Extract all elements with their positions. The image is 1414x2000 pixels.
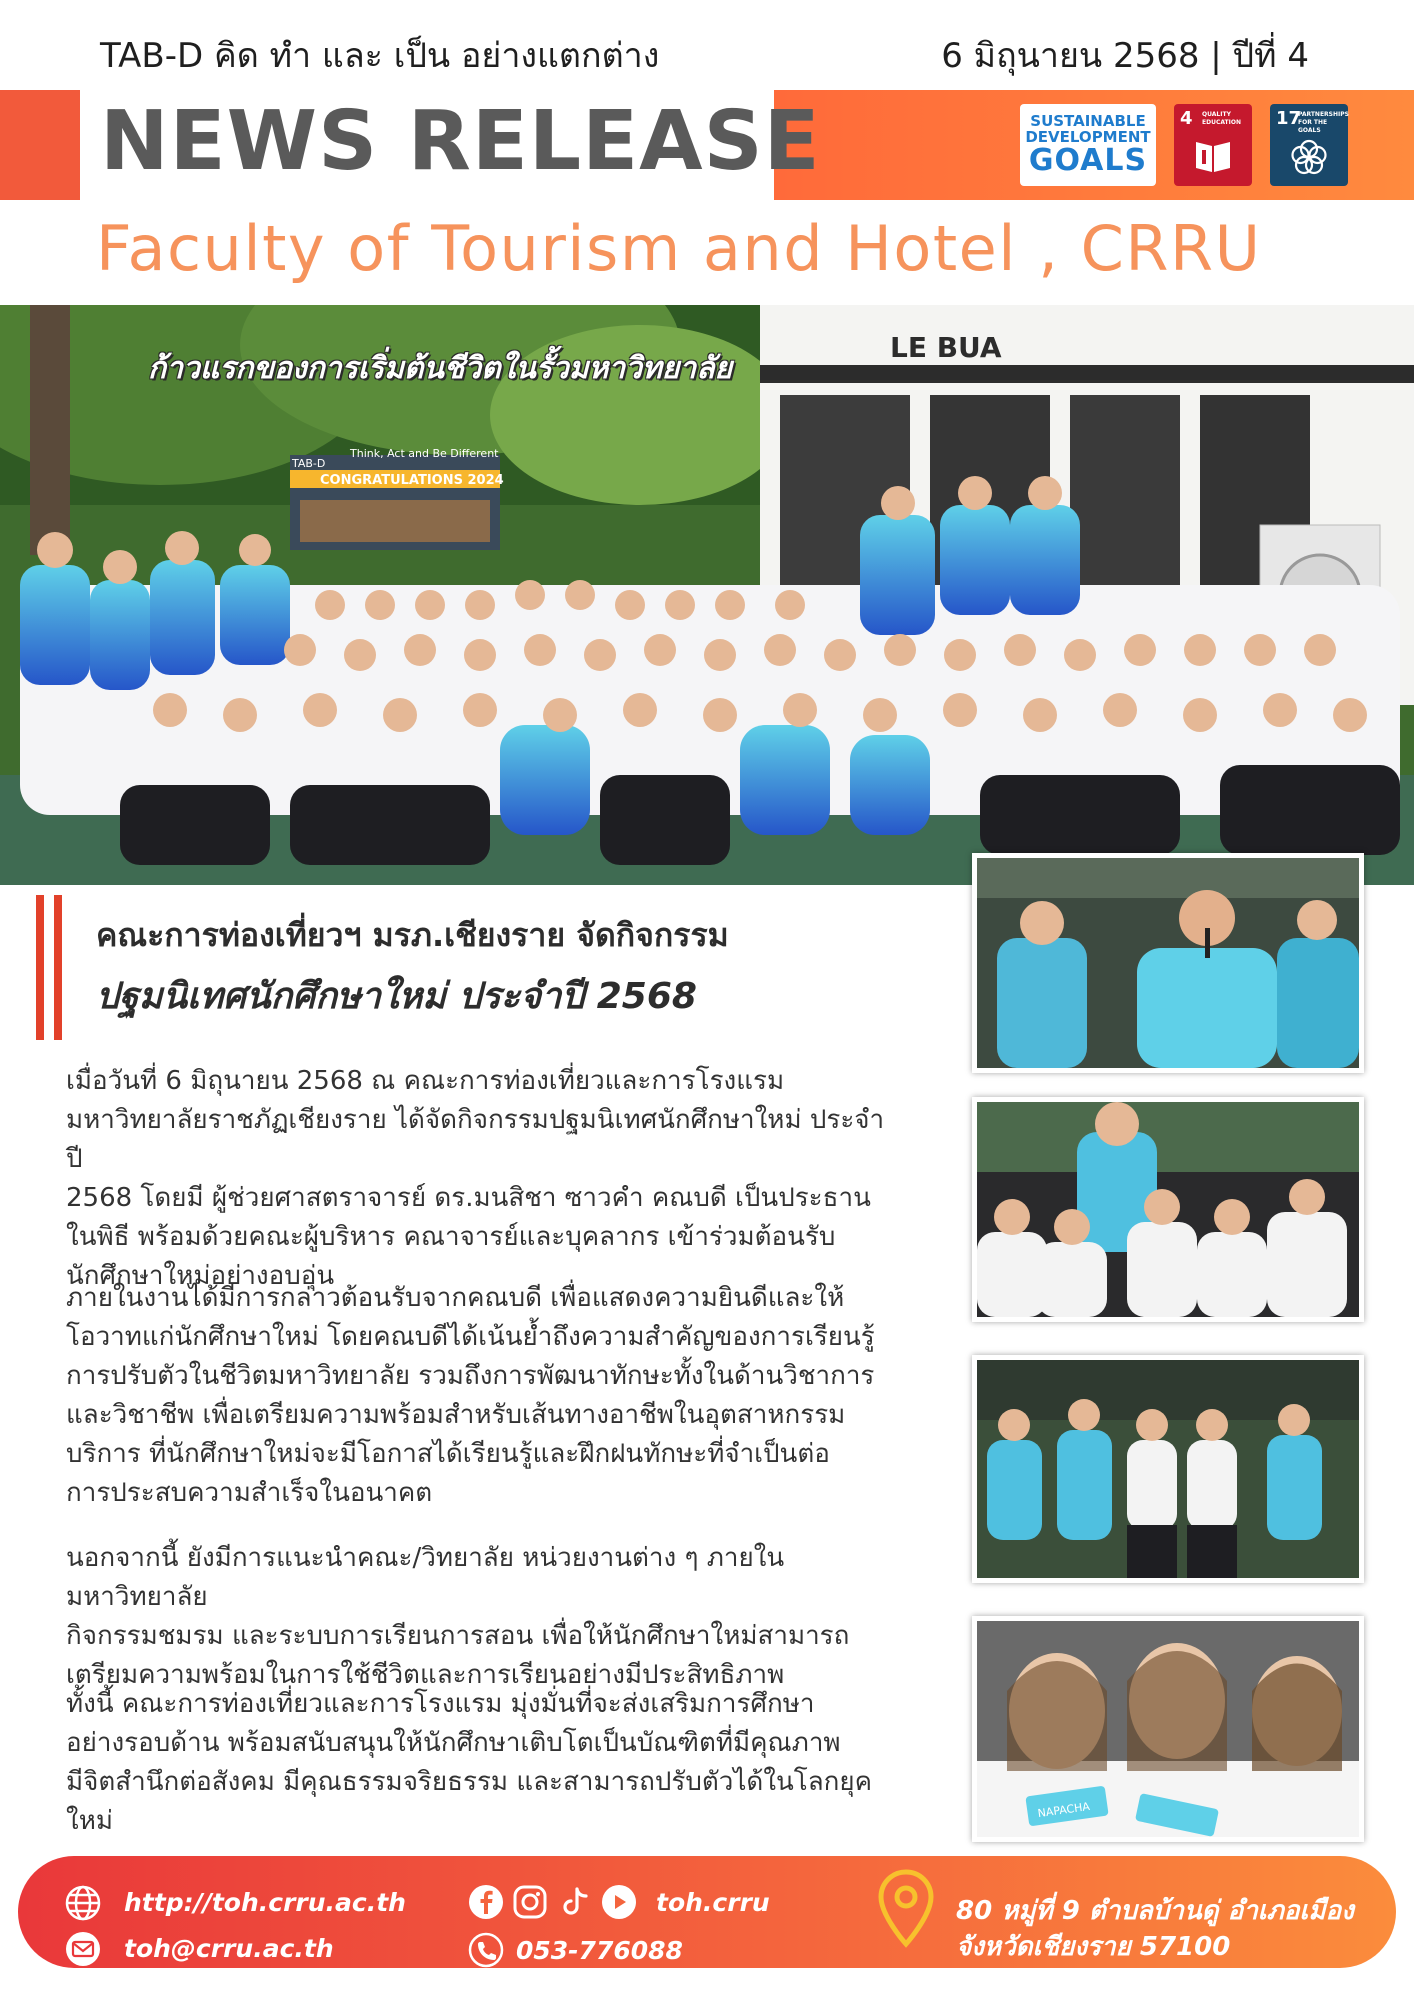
- headline-line2: ปฐมนิเทศนักศึกษาใหม่ ประจำปี 2568: [96, 976, 697, 1017]
- article-line: ทั้งนี้ คณะการท่องเที่ยวและการโรงแรม มุ่งมั่นที่จะส่งเสริมการศึกษา: [66, 1689, 815, 1719]
- article-line: กิจกรรมชมรม และระบบการเรียนการสอน เพื่อให้นักศึกษาใหม่สามารถ: [66, 1621, 850, 1651]
- side-photo-4: [972, 1616, 1364, 1842]
- phone-icon: [468, 1932, 504, 1968]
- location-pin-icon: [876, 1868, 936, 1950]
- photo-three-students-illustration: [977, 1621, 1359, 1837]
- article-paragraph-2: [66, 1279, 886, 1513]
- article-line: การปรับตัวในชีวิตมหาวิทยาลัย รวมถึงการพัฒนาทักษะทั้งในด้านวิชาการ: [66, 1361, 875, 1391]
- article-line: มีจิตสำนึกต่อสังคม มีคุณธรรมจริยธรรม และสามารถปรับตัวได้ในโลกยุคใหม่: [66, 1767, 873, 1836]
- photo-speaker-illustration: [977, 858, 1359, 1068]
- article-line: ภายในงานได้มีการกล่าวต้อนรับจากคณบดี เพื่อแสดงความยินดีและให้: [66, 1283, 845, 1313]
- hero-caption: ก้าวแรกของการเริ่มต้นชีวิตในรั้วมหาวิทยาลัย: [148, 351, 733, 386]
- social-handle[interactable]: toh.crru: [656, 1888, 770, 1917]
- sdg-logo-goals: GOALS: [1028, 143, 1148, 178]
- banner-line1-text: Think, Act and Be Different: [350, 447, 499, 460]
- photo-students-illustration: [977, 1102, 1359, 1317]
- email-icon: [64, 1930, 102, 1968]
- headline-accent-bar: [36, 895, 44, 1040]
- instagram-icon[interactable]: [512, 1884, 548, 1920]
- sdg-goal-17-label: PARTNERSHIPS FOR THE GOALS: [1298, 111, 1349, 134]
- sdg-logo-line2: DEVELOPMENT: [1025, 128, 1151, 146]
- website-link[interactable]: http://toh.crru.ac.th: [124, 1888, 406, 1917]
- side-photo-3: [972, 1355, 1364, 1583]
- globe-icon: [64, 1884, 102, 1922]
- banner-tag-text: TAB-D: [292, 457, 326, 470]
- hero-photo: [0, 305, 1414, 885]
- headline-line1: คณะการท่องเที่ยวฯ มรภ.เชียงราย จัดกิจกรรม: [96, 916, 729, 954]
- building-sign-text: LE BUA: [890, 331, 1002, 364]
- sdg-logo-line1: SUSTAINABLE: [1030, 112, 1146, 130]
- article-line: บริการ ที่นักศึกษาใหม่จะมีโอกาสได้เรียนรู้และฝึกฝนทักษะที่จำเป็นต่อ: [66, 1439, 830, 1469]
- sdg-goal-4-label: QUALITY EDUCATION: [1202, 111, 1241, 126]
- sdg-logo: [1020, 104, 1156, 186]
- side-photo-1: [972, 853, 1364, 1073]
- article-paragraph-1: [66, 1062, 886, 1296]
- sdg-goal-17-badge: [1270, 104, 1348, 186]
- article-line: และวิชาชีพ เพื่อเตรียมความพร้อมสำหรับเส้นทางอาชีพในอุตสาหกรรม: [66, 1400, 846, 1430]
- tagline: TAB-D คิด ทำ และ เป็น อย่างแตกต่าง: [100, 36, 660, 76]
- faculty-name: Faculty of Tourism and Hotel , CRRU: [96, 212, 1262, 285]
- facebook-icon[interactable]: [468, 1884, 504, 1920]
- name-tag-text: NAPACHA: [1036, 1799, 1091, 1821]
- article-line: นอกจากนี้ ยังมีการแนะนำคณะ/วิทยาลัย หน่วยงานต่าง ๆ ภายในมหาวิทยาลัย: [66, 1543, 785, 1612]
- article-line: นักศึกษาใหม่อย่างอบอุ่น: [66, 1261, 335, 1291]
- photo-group-standing-illustration: [977, 1360, 1359, 1578]
- article-line: อย่างรอบด้าน พร้อมสนับสนุนให้นักศึกษาเติบโตเป็นบัณฑิตที่มีคุณภาพ: [66, 1728, 841, 1758]
- address-line1: 80 หมู่ที่ 9 ตำบลบ้านดู่ อำเภอเมือง: [956, 1896, 1354, 1926]
- book-icon: [1193, 138, 1233, 174]
- tiktok-icon[interactable]: [556, 1884, 592, 1920]
- issue-date: 6 มิถุนายน 2568 | ปีที่ 4: [941, 36, 1309, 76]
- article-paragraph-4: [66, 1685, 886, 1841]
- sdg-goal-4-badge: [1174, 104, 1252, 186]
- address-line2: จังหวัดเชียงราย 57100: [956, 1932, 1231, 1962]
- partnership-flower-icon: [1289, 138, 1329, 178]
- email-link[interactable]: toh@crru.ac.th: [124, 1934, 334, 1963]
- phone-number[interactable]: 053-776088: [516, 1936, 683, 1965]
- headline-accent-bar: [54, 895, 62, 1040]
- group-photo-illustration: [0, 305, 1414, 885]
- side-photo-2: [972, 1097, 1364, 1322]
- article-line: มหาวิทยาลัยราชภัฏเชียงราย ได้จัดกิจกรรมปฐมนิเทศนักศึกษาใหม่ ประจำปี: [66, 1105, 885, 1174]
- article-line: 2568 โดยมี ผู้ช่วยศาสตราจารย์ ดร.มนสิชา ซาวคำ คณบดี เป็นประธาน: [66, 1183, 871, 1213]
- article-line: ในพิธี พร้อมด้วยคณะผู้บริหาร คณาจารย์และบุคลากร เข้าร่วมต้อนรับ: [66, 1222, 836, 1252]
- article-paragraph-3: [66, 1539, 886, 1695]
- article-line: โอวาทแก่นักศึกษาใหม่ โดยคณบดีได้เน้นย้ำถึงความสำคัญของการเรียนรู้: [66, 1322, 875, 1352]
- banner-line2-text: CONGRATULATIONS 2024: [320, 473, 504, 488]
- page-title: NEWS RELEASE: [100, 94, 821, 189]
- sdg-goal-17-number: 17: [1276, 108, 1302, 129]
- article-line: การประสบความสำเร็จในอนาคต: [66, 1478, 433, 1508]
- youtube-icon[interactable]: [600, 1884, 638, 1920]
- sdg-goal-4-number: 4: [1180, 108, 1193, 129]
- article-line: เมื่อวันที่ 6 มิถุนายน 2568 ณ คณะการท่องเที่ยวและการโรงแรม: [66, 1066, 785, 1096]
- article-line: เตรียมความพร้อมในการใช้ชีวิตและการเรียนอย่างมีประสิทธิภาพ: [66, 1660, 785, 1690]
- title-bar-left: [0, 90, 80, 200]
